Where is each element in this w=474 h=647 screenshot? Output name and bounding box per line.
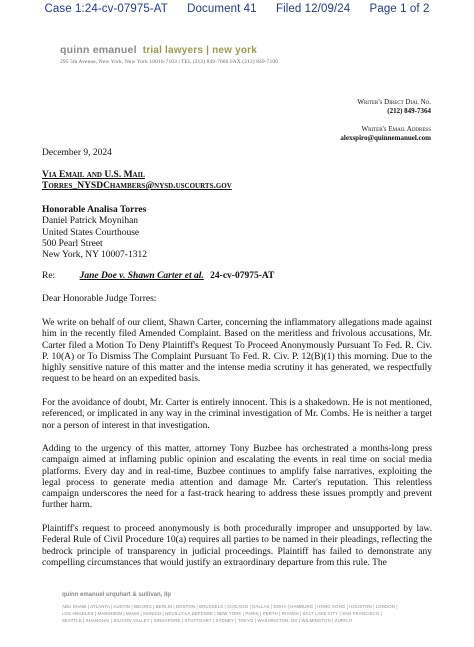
firm-name: quinn emanuel <box>60 44 137 56</box>
recipient-line: Daniel Patrick Moynihan <box>42 216 139 227</box>
re-line <box>42 271 432 282</box>
body-paragraph: For the avoidance of doubt, Mr. Carter is entirely innocent. This is a shakedown. He is not mentioned, referenced, or implicated in any way in the criminal investigation of Mr. Combs. He is neither a target nor a person of interest in that investigation. <box>42 398 432 431</box>
body-paragraph: Plaintiff's request to proceed anonymously is both procedurally improper and unsupported by law. Federal Rule of Civil Procedure 10(a) requires all parties to be named in their pleadings, reflecting the bedrock principle of transparency in judicial proceedings. Plaintiff has failed to demonstrate any compelling circumstances that would justify an extraordinary departure from this rule. The <box>42 524 432 568</box>
letter-date: December 9, 2024 <box>42 148 112 158</box>
delivery-method: Via Email and U.S. Mail <box>42 170 146 180</box>
recipient-name: Honorable Analisa Torres <box>42 205 147 215</box>
delivery-email: Torres_NYSDChambers@nysd.uscourts.gov <box>42 181 232 192</box>
filed-date: Filed 12/09/24 <box>275 3 351 15</box>
footer-cities-line: SEATTLE | SHANGHAI | SILICON VALLEY | SINGAPORE | STUTTGART | SYDNEY | TOKYO | WASHINGTON, DC | WILMINGTON | ZURICH <box>62 618 352 623</box>
writer-email-block <box>340 125 431 143</box>
writer-phone: (212) 849-7364 <box>387 107 431 115</box>
recipient-line: 500 Pearl Street <box>42 238 103 249</box>
footer-cities-line: LOS ANGELES | MANNHEIM | MIAMI | MUNICH | NEUILLY-LA DEFENSE | NEW YORK | PARIS | PERTH | RIYADH | SALT LAKE CITY | SAN FRANCISCO | <box>62 611 383 616</box>
re-case-number: 24-cv-07975-AT <box>210 271 275 281</box>
document-number: Document 41 <box>187 3 257 15</box>
recipient-block <box>42 205 432 261</box>
footer-offices <box>62 603 442 624</box>
re-case-name: Jane Doe v. Shawn Carter et al. <box>79 271 204 281</box>
writer-email: alexspiro@quinnemanuel.com <box>340 134 431 142</box>
footer-cities-line: ABU DHABI | ATLANTA | AUSTIN | BEIJING | BERLIN | BOSTON | BRUSSELS | CHICAGO | DALLAS | DOHA | HAMBURG | HONG KONG | HOUSTON | LONDON | <box>62 604 398 609</box>
re-label: Re: <box>42 271 56 281</box>
page-count: Page 1 of 2 <box>369 3 430 15</box>
footer-firm-name: quinn emanuel urquhart & sullivan, llp <box>62 592 172 598</box>
recipient-line: New York, NY 10007-1312 <box>42 250 147 261</box>
firm-logo <box>60 44 257 56</box>
delivery-block <box>42 170 432 193</box>
case-number: Case 1:24-cv-07975-AT <box>44 3 168 15</box>
writer-email-label: Writer's Email Address <box>361 125 431 133</box>
ecf-header <box>0 3 474 15</box>
body-paragraph: Adding to the urgency of this matter, attorney Tony Buzbee has orchestrated a months-long press campaign aimed at inflaming public opinion and escalating the events in real time on social media platforms. Every day and in real-time, Buzbee continues to amplify false narratives, exploiting the legal process to generate media attention and damage Mr. Carter's reputation. This relentless campaign underscores the need for a fast-track hearing to address these issues promptly and prevent further harm. <box>42 444 432 511</box>
recipient-line: United States Courthouse <box>42 227 140 238</box>
salutation: Dear Honorable Judge Torres: <box>42 294 157 304</box>
writer-phone-label: Writer's Direct Dial No. <box>357 98 431 106</box>
firm-tagline: trial lawyers | new york <box>142 45 258 56</box>
writer-phone-block <box>357 98 431 116</box>
firm-address: 295 5th Avenue, New York, New York 10016-7103 | TEL (212) 849-7000 FAX (212) 849-7100 <box>60 59 279 65</box>
body-paragraph: We write on behalf of our client, Shawn Carter, concerning the inflammatory allegations made against him in the recently filed Amended Complaint. Based on the meritless and frivolous accusations, Mr. Carter filed a Motion To Deny Plaintiff's Request To Proceed Anonymously Pursuant To Fed. R. Civ. P. 10(A) or To Dismiss The Complaint Pursuant To Fed. R. Civ. P. 12(B)(1) this morning. Due to the highly sensitive nature of this matter and the intense media scrutiny it has generated, we respectfully request to be heard on an expedited basis. <box>42 318 432 385</box>
